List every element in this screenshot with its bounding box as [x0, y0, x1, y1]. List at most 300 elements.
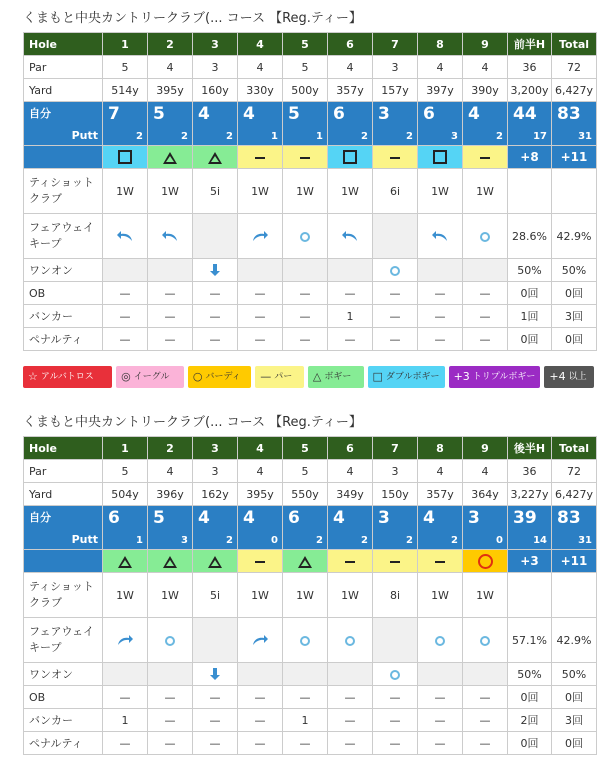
bunker-row-label: バンカー	[24, 709, 103, 732]
yard-row-cell: 500y	[283, 79, 328, 102]
yard-row	[24, 79, 597, 102]
hole-number: 5	[283, 437, 328, 460]
stroke-total: 83	[557, 104, 581, 124]
yard-row-cell: 357y	[328, 79, 373, 102]
player-name: 自分	[29, 107, 51, 120]
yard-row-label: Yard	[24, 483, 103, 506]
putt-subtotal: 17	[533, 131, 547, 142]
ob-row-total: 0回	[552, 686, 597, 709]
total-header: Total	[552, 33, 597, 56]
bunker-row-cell: —	[373, 305, 418, 328]
stroke-count: 3	[378, 104, 390, 124]
legend-item-do	[368, 366, 445, 388]
par-row-cell: 3	[193, 460, 238, 483]
putt-count: 2	[181, 131, 188, 142]
total-header: Total	[552, 437, 597, 460]
one-on-row	[24, 259, 597, 282]
subtotal-header: 前半H	[508, 33, 552, 56]
hole-number: 2	[148, 33, 193, 56]
legend-symbol: +3	[453, 370, 470, 383]
tee-club-subtotal	[508, 573, 552, 618]
hole-number: 5	[283, 33, 328, 56]
stroke-count: 5	[288, 104, 300, 124]
curve-right-arrow-icon	[116, 633, 134, 647]
dash-mark-icon	[300, 157, 310, 159]
result-mark-label	[24, 146, 103, 169]
fairway-label: フェアウェイ キープ	[24, 618, 103, 663]
par-row-total: 72	[552, 460, 597, 483]
stroke-total: 83	[557, 508, 581, 528]
score-legend	[23, 366, 594, 392]
tee-club-label: ティショット クラブ	[24, 169, 103, 214]
bunker-row-cell: —	[148, 305, 193, 328]
par-row-cell: 5	[283, 460, 328, 483]
fairway-row	[24, 618, 597, 663]
triangle-mark-icon	[298, 556, 312, 568]
ob-row-cell: —	[238, 282, 283, 305]
one-on-cell	[463, 663, 508, 686]
stroke-subtotal: 44	[513, 104, 537, 124]
over-par-total: +11	[552, 550, 597, 573]
legend-item-tr	[449, 366, 541, 388]
ob-row-cell: —	[373, 282, 418, 305]
ring-icon	[300, 232, 310, 242]
hole-number: 1	[103, 33, 148, 56]
penalty-row-subtotal: 0回	[508, 732, 552, 755]
hole-number: 6	[328, 437, 373, 460]
tee-club-cell: 1W	[103, 573, 148, 618]
yard-row	[24, 483, 597, 506]
par-row-subtotal: 36	[508, 460, 552, 483]
stroke-count: 6	[288, 508, 300, 528]
result-mark-cell	[418, 146, 463, 169]
triangle-mark-icon	[208, 152, 222, 164]
legend-item-4p	[544, 366, 594, 388]
score-cell	[328, 102, 373, 146]
penalty-row-cell: —	[373, 328, 418, 351]
penalty-row-total: 0回	[552, 732, 597, 755]
tee-club-row	[24, 169, 597, 214]
result-mark-label	[24, 550, 103, 573]
putt-count: 2	[361, 535, 368, 546]
ob-row-cell: —	[193, 282, 238, 305]
hole-number: 4	[238, 33, 283, 56]
score-cell	[463, 506, 508, 550]
tee-club-cell: 1W	[283, 169, 328, 214]
fairway-row	[24, 214, 597, 259]
penalty-row-cell: —	[373, 732, 418, 755]
ring-icon	[435, 636, 445, 646]
fairway-cell	[283, 618, 328, 663]
tee-club-cell: 1W	[328, 169, 373, 214]
result-mark-cell	[463, 146, 508, 169]
par-row-cell: 4	[148, 56, 193, 79]
par-row-cell: 3	[373, 460, 418, 483]
tee-club-cell: 1W	[283, 573, 328, 618]
score-cell	[283, 102, 328, 146]
stroke-count: 3	[378, 508, 390, 528]
header-label: Hole	[24, 437, 103, 460]
fairway-cell	[103, 618, 148, 663]
fairway-cell	[463, 214, 508, 259]
legend-label: 以上	[568, 372, 587, 382]
putt-count: 2	[136, 131, 143, 142]
result-mark-cell	[373, 146, 418, 169]
penalty-row-cell: —	[463, 328, 508, 351]
yard-row-cell: 349y	[328, 483, 373, 506]
result-mark-row	[24, 550, 597, 573]
result-mark-cell	[463, 550, 508, 573]
ob-row-cell: —	[373, 686, 418, 709]
score-total	[552, 506, 597, 550]
one-on-cell	[418, 663, 463, 686]
result-mark-cell	[283, 146, 328, 169]
result-mark-cell	[148, 146, 193, 169]
one-on-cell	[193, 259, 238, 282]
par-row	[24, 460, 597, 483]
down-arrow-icon	[209, 263, 221, 277]
one-on-cell	[373, 259, 418, 282]
result-mark-cell	[103, 550, 148, 573]
one-on-cell	[283, 663, 328, 686]
over-par-subtotal: +8	[508, 146, 552, 169]
par-row-cell: 5	[103, 460, 148, 483]
tee-club-cell: 1W	[238, 169, 283, 214]
dash-mark-icon	[390, 157, 400, 159]
one-on-cell	[373, 663, 418, 686]
tee-club-total	[552, 573, 597, 618]
legend-item-bo	[308, 366, 364, 388]
one-on-cell	[238, 259, 283, 282]
yard-row-cell: 397y	[418, 79, 463, 102]
one-on-row	[24, 663, 597, 686]
score-cell	[238, 506, 283, 550]
putt-label: Putt	[71, 533, 98, 546]
yard-row-cell: 395y	[148, 79, 193, 102]
result-mark-cell	[328, 550, 373, 573]
putt-count: 0	[271, 535, 278, 546]
stroke-count: 6	[108, 508, 120, 528]
penalty-row-cell: —	[148, 732, 193, 755]
penalty-row-cell: —	[193, 328, 238, 351]
hole-number: 3	[193, 437, 238, 460]
penalty-row-cell: —	[418, 732, 463, 755]
score-label	[24, 102, 103, 146]
bunker-row-cell: —	[193, 305, 238, 328]
ob-row-cell: —	[283, 282, 328, 305]
legend-label: トリプルボギー	[472, 372, 536, 382]
dash-mark-icon	[255, 157, 265, 159]
putt-count: 2	[451, 535, 458, 546]
score-row	[24, 102, 597, 146]
bunker-row	[24, 305, 597, 328]
hole-number: 1	[103, 437, 148, 460]
fairway-cell	[418, 214, 463, 259]
fairway-cell	[148, 618, 193, 663]
ob-row-label: OB	[24, 282, 103, 305]
fairway-cell	[328, 214, 373, 259]
penalty-row	[24, 732, 597, 755]
ob-row-cell: —	[463, 282, 508, 305]
par-row-label: Par	[24, 460, 103, 483]
tee-club-cell: 1W	[463, 169, 508, 214]
bunker-row-subtotal: 1回	[508, 305, 552, 328]
ob-row	[24, 282, 597, 305]
dash-mark-icon	[390, 561, 400, 563]
putt-count: 2	[496, 131, 503, 142]
result-mark-cell	[103, 146, 148, 169]
tee-club-cell: 1W	[103, 169, 148, 214]
yard-row-cell: 357y	[418, 483, 463, 506]
penalty-row-cell: —	[283, 328, 328, 351]
stroke-count: 4	[243, 104, 255, 124]
yard-row-label: Yard	[24, 79, 103, 102]
stroke-count: 3	[468, 508, 480, 528]
scorecard-table	[23, 436, 597, 755]
score-row	[24, 506, 597, 550]
score-subtotal	[508, 102, 552, 146]
result-mark-cell	[418, 550, 463, 573]
yard-row-cell: 330y	[238, 79, 283, 102]
penalty-row-cell: —	[238, 328, 283, 351]
score-cell	[418, 102, 463, 146]
dash-mark-icon	[480, 157, 490, 159]
legend-symbol: □	[372, 370, 383, 383]
score-cell	[103, 506, 148, 550]
down-arrow-icon	[209, 667, 221, 681]
square-mark-icon	[343, 150, 357, 164]
one-on-cell	[193, 663, 238, 686]
yard-row-subtotal: 3,227y	[508, 483, 552, 506]
fairway-label: フェアウェイ キープ	[24, 214, 103, 259]
par-row-total: 72	[552, 56, 597, 79]
ring-icon	[480, 232, 490, 242]
one-on-cell	[463, 259, 508, 282]
curve-left-arrow-icon	[161, 229, 179, 243]
bunker-row-cell: —	[238, 709, 283, 732]
penalty-row	[24, 328, 597, 351]
putt-total: 31	[578, 131, 592, 142]
legend-item-pa	[255, 366, 304, 388]
stroke-count: 4	[198, 104, 210, 124]
ring-icon	[480, 636, 490, 646]
fairway-subtotal: 28.6%	[508, 214, 552, 259]
player-name: 自分	[29, 511, 51, 524]
legend-symbol: △	[312, 370, 322, 383]
par-row-cell: 4	[463, 460, 508, 483]
par-row-cell: 3	[373, 56, 418, 79]
ob-row-cell: —	[463, 686, 508, 709]
stroke-subtotal: 39	[513, 508, 537, 528]
bunker-row-cell: 1	[283, 709, 328, 732]
ob-row-cell: —	[148, 282, 193, 305]
fairway-cell	[238, 618, 283, 663]
ob-row-subtotal: 0回	[508, 282, 552, 305]
score-cell	[148, 102, 193, 146]
putt-count: 2	[406, 535, 413, 546]
one-on-cell	[103, 663, 148, 686]
fairway-cell	[193, 214, 238, 259]
bunker-row-cell: —	[148, 709, 193, 732]
putt-count: 2	[406, 131, 413, 142]
tee-club-cell: 6i	[373, 169, 418, 214]
one-on-cell	[148, 259, 193, 282]
tee-club-cell: 1W	[418, 573, 463, 618]
one-on-cell	[328, 259, 373, 282]
par-row-cell: 4	[328, 460, 373, 483]
hole-number: 3	[193, 33, 238, 56]
circle-mark-icon	[478, 554, 493, 569]
one-on-total: 50%	[552, 259, 597, 282]
tee-club-cell: 1W	[238, 573, 283, 618]
tee-club-cell: 1W	[463, 573, 508, 618]
stroke-count: 5	[153, 104, 165, 124]
legend-label: バーディ	[205, 372, 241, 382]
fairway-cell	[148, 214, 193, 259]
putt-count: 2	[226, 535, 233, 546]
par-row-cell: 4	[418, 56, 463, 79]
header-row	[24, 437, 597, 460]
ob-row-total: 0回	[552, 282, 597, 305]
result-mark-cell	[193, 146, 238, 169]
dash-mark-icon	[255, 561, 265, 563]
penalty-row-cell: —	[103, 732, 148, 755]
triangle-mark-icon	[163, 556, 177, 568]
putt-count: 2	[226, 131, 233, 142]
yard-row-cell: 150y	[373, 483, 418, 506]
square-mark-icon	[433, 150, 447, 164]
score-cell	[373, 102, 418, 146]
over-par-subtotal: +3	[508, 550, 552, 573]
one-on-cell	[238, 663, 283, 686]
yard-row-cell: 160y	[193, 79, 238, 102]
par-row-cell: 4	[238, 460, 283, 483]
score-cell	[373, 506, 418, 550]
fairway-subtotal: 57.1%	[508, 618, 552, 663]
bunker-row	[24, 709, 597, 732]
penalty-row-cell: —	[328, 732, 373, 755]
putt-count: 1	[136, 535, 143, 546]
penalty-row-cell: —	[283, 732, 328, 755]
bunker-row-cell: 1	[103, 709, 148, 732]
square-mark-icon	[118, 150, 132, 164]
legend-symbol: ○	[192, 370, 203, 383]
yard-row-cell: 514y	[103, 79, 148, 102]
dash-mark-icon	[345, 561, 355, 563]
one-on-label: ワンオン	[24, 259, 103, 282]
tee-club-cell: 8i	[373, 573, 418, 618]
one-on-subtotal: 50%	[508, 259, 552, 282]
yard-row-cell: 396y	[148, 483, 193, 506]
ob-row-cell: —	[238, 686, 283, 709]
fairway-cell	[463, 618, 508, 663]
bunker-row-cell: —	[328, 709, 373, 732]
ob-row-cell: —	[193, 686, 238, 709]
bunker-row-total: 3回	[552, 709, 597, 732]
one-on-cell	[148, 663, 193, 686]
legend-label: アルバトロス	[40, 372, 94, 382]
ob-row-subtotal: 0回	[508, 686, 552, 709]
score-cell	[328, 506, 373, 550]
tee-club-subtotal	[508, 169, 552, 214]
legend-label: パー	[274, 372, 293, 382]
bunker-row-total: 3回	[552, 305, 597, 328]
bunker-row-cell: —	[193, 709, 238, 732]
subtotal-header: 後半H	[508, 437, 552, 460]
bunker-row-label: バンカー	[24, 305, 103, 328]
ob-row-cell: —	[418, 282, 463, 305]
one-on-label: ワンオン	[24, 663, 103, 686]
tee-club-total	[552, 169, 597, 214]
par-row	[24, 56, 597, 79]
curve-left-arrow-icon	[116, 229, 134, 243]
one-on-subtotal: 50%	[508, 663, 552, 686]
fairway-cell	[328, 618, 373, 663]
bunker-row-cell: —	[418, 709, 463, 732]
stroke-count: 6	[423, 104, 435, 124]
hole-number: 7	[373, 437, 418, 460]
score-cell	[283, 506, 328, 550]
legend-label: ダブルボギー	[385, 372, 440, 382]
one-on-cell	[103, 259, 148, 282]
yard-row-cell: 162y	[193, 483, 238, 506]
bunker-row-cell: —	[283, 305, 328, 328]
one-on-cell	[283, 259, 328, 282]
legend-symbol: ◎	[121, 370, 131, 383]
yard-row-cell: 395y	[238, 483, 283, 506]
score-cell	[238, 102, 283, 146]
fairway-cell	[418, 618, 463, 663]
header-row	[24, 33, 597, 56]
result-mark-cell	[148, 550, 193, 573]
putt-total: 31	[578, 535, 592, 546]
yard-row-cell: 364y	[463, 483, 508, 506]
penalty-row-subtotal: 0回	[508, 328, 552, 351]
hole-number: 7	[373, 33, 418, 56]
putt-count: 0	[496, 535, 503, 546]
bunker-row-cell: —	[418, 305, 463, 328]
legend-item-bi	[188, 366, 251, 388]
yard-row-total: 6,427y	[552, 79, 597, 102]
score-cell	[193, 102, 238, 146]
fairway-cell	[283, 214, 328, 259]
score-total	[552, 102, 597, 146]
bunker-row-cell: —	[238, 305, 283, 328]
score-cell	[193, 506, 238, 550]
triangle-mark-icon	[118, 556, 132, 568]
fairway-cell	[103, 214, 148, 259]
tee-club-cell: 5i	[193, 169, 238, 214]
yard-row-cell: 504y	[103, 483, 148, 506]
yard-row-cell: 390y	[463, 79, 508, 102]
curve-left-arrow-icon	[341, 229, 359, 243]
triangle-mark-icon	[163, 152, 177, 164]
scorecard-section-back	[23, 410, 594, 755]
legend-item-ea	[116, 366, 184, 388]
putt-count: 1	[271, 131, 278, 142]
legend-item-al	[23, 366, 112, 388]
score-label	[24, 506, 103, 550]
legend-label: ボギー	[324, 372, 352, 382]
hole-number: 8	[418, 33, 463, 56]
par-row-cell: 3	[193, 56, 238, 79]
ob-row-cell: —	[283, 686, 328, 709]
hole-number: 6	[328, 33, 373, 56]
putt-subtotal: 14	[533, 535, 547, 546]
stroke-count: 6	[333, 104, 345, 124]
fairway-cell	[373, 618, 418, 663]
yard-row-subtotal: 3,200y	[508, 79, 552, 102]
